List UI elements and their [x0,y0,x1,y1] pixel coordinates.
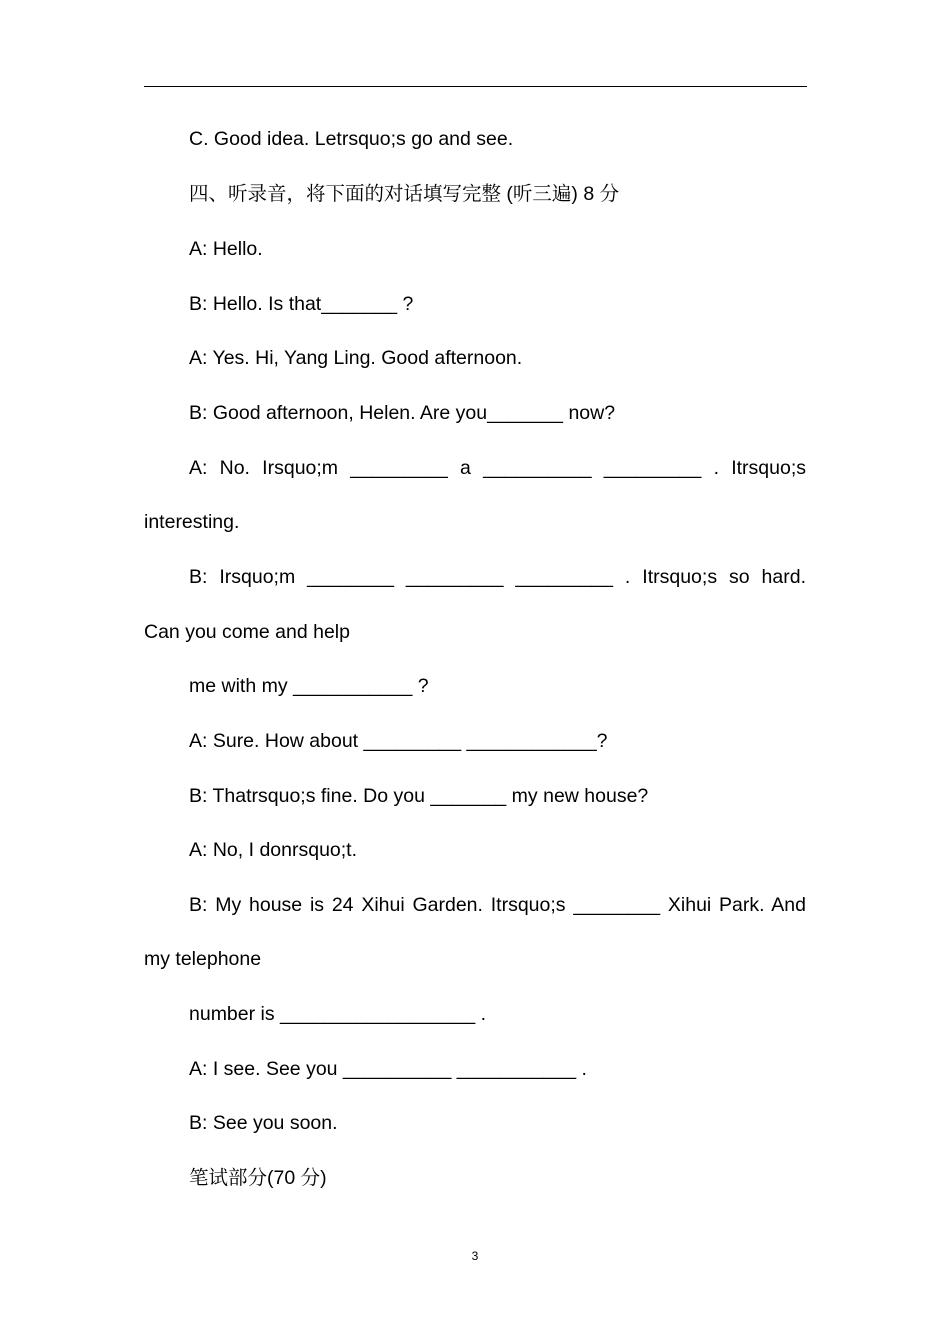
option-c-line: C. Good idea. Letrsquo;s go and see. [189,128,514,150]
dialogue-line-continued: my telephone [144,948,262,970]
dialogue-line: A: Hello. [189,238,263,260]
dialogue-line: A: No, I donrsquo;t. [189,839,358,861]
dialogue-line: B: Good afternoon, Helen. Are you_______ now? [189,402,616,424]
dialogue-line: A: Yes. Hi, Yang Ling. Good afternoon. [189,347,523,369]
dialogue-line: A: No. Irsquo;m _________ a __________ _________ . Itrsquo;s [189,457,806,479]
dialogue-line: B: Thatrsquo;s fine. Do you _______ my new house? [189,785,649,807]
dialogue-line-continued: number is __________________ . [189,1003,487,1025]
dialogue-line: A: I see. See you __________ ___________ . [189,1058,587,1080]
dialogue-line: B: My house is 24 Xihui Garden. Itrsquo;s ________ Xihui Park. And [189,894,806,916]
dialogue-line: B: Irsquo;m ________ _________ _________ . Itrsquo;s so hard. [189,566,806,588]
section-four-heading: 四、听录音，将下面的对话填写完整 (听三遍) 8 分 [189,183,620,205]
dialogue-line: B: Hello. Is that_______ ? [189,293,414,315]
written-section-heading: 笔试部分(70 分) [189,1167,327,1189]
dialogue-line-continued: interesting. [144,511,240,533]
header-rule [144,86,807,87]
dialogue-line: A: Sure. How about _________ ____________? [189,730,608,752]
page-number: 3 [471,1249,479,1263]
dialogue-line-continued: Can you come and help [144,621,350,643]
dialogue-line: B: See you soon. [189,1112,338,1134]
dialogue-line-continued: me with my ___________ ? [189,675,429,697]
